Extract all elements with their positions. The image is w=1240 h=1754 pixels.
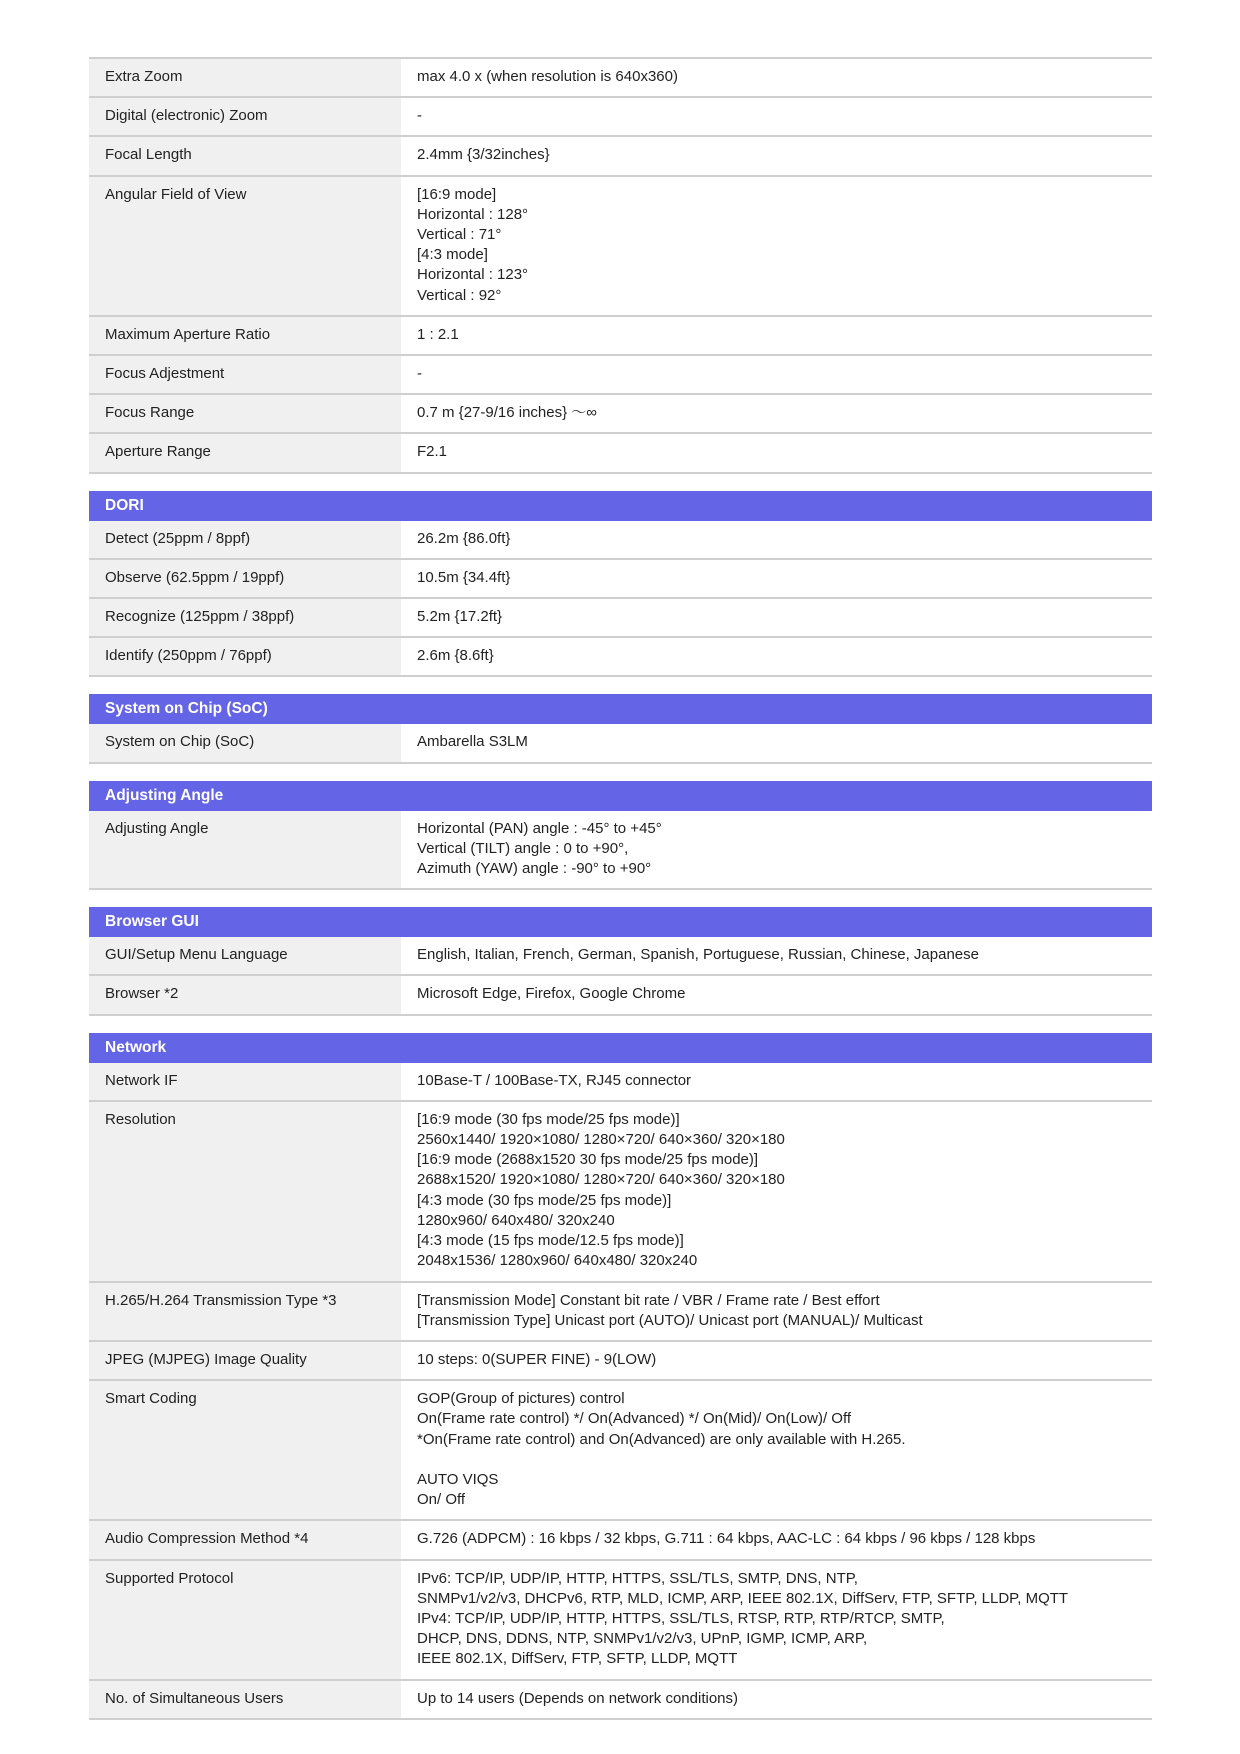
spec-row	[89, 434, 1152, 473]
spec-row	[89, 599, 1152, 638]
spec-label: Focus Adjestment	[89, 356, 401, 393]
spec-label: Adjusting Angle	[89, 811, 401, 889]
section-adjusting-angle	[89, 781, 1152, 891]
spec-value: 2.4mm {3/32inches}	[417, 146, 550, 164]
spec-label: System on Chip (SoC)	[89, 724, 401, 761]
spec-label: Resolution	[89, 1102, 401, 1281]
spec-label: Observe (62.5ppm / 19ppf)	[89, 560, 401, 597]
spec-value: 1 : 2.1	[417, 325, 459, 343]
spec-label: JPEG (MJPEG) Image Quality	[89, 1342, 401, 1379]
section-dori	[89, 491, 1152, 678]
spec-value: 10 steps: 0(SUPER FINE) - 9(LOW)	[417, 1350, 657, 1368]
spec-value: 0.7 m {27-9/16 inches} 〜∞	[417, 404, 597, 422]
section-soc	[89, 694, 1152, 763]
section-header: DORI	[89, 491, 1152, 521]
spec-value: [Transmission Mode] Constant bit rate / VBR / Frame rate / Best effort [Transmission Type] Unicast port (AUTO)/ Unicast port (MANUAL)/ Multicast	[417, 1291, 923, 1329]
spec-value: -	[417, 365, 422, 383]
spec-label: Detect (25ppm / 8ppf)	[89, 521, 401, 558]
spec-value: Up to 14 users (Depends on network conditions)	[417, 1689, 739, 1707]
spec-value: 2.6m {8.6ft}	[417, 647, 494, 665]
spec-value: 26.2m {86.0ft}	[417, 529, 511, 547]
spec-label: Angular Field of View	[89, 177, 401, 315]
spec-value: [16:9 mode (30 fps mode/25 fps mode)] 2560x1440/ 1920×1080/ 1280×720/ 640×360/ 320×180 [16:9 mode (2688x1520 30 fps mode/25 fps mode)] 2688x1520/ 1920×1080/ 1280×720/ 640×360/ 320×180 [4:3 mode (30 fps mode/25 fps mode)] 1280x960/ 640x480/ 320x240 [4:3 mode (15 fps mode/12.5 fps mode)] 2048x1536/ 1280x960/ 640x480/ 320x240	[417, 1110, 785, 1270]
spec-row	[89, 356, 1152, 395]
spec-row	[89, 1381, 1152, 1521]
spec-row	[89, 811, 1152, 891]
spec-row	[89, 521, 1152, 560]
spec-row	[89, 1102, 1152, 1283]
spec-label: Recognize (125ppm / 38ppf)	[89, 599, 401, 636]
spec-value: G.726 (ADPCM) : 16 kbps / 32 kbps, G.711 : 64 kbps, AAC-LC : 64 kbps / 96 kbps / 128 kbps	[417, 1530, 1036, 1548]
spec-row	[89, 98, 1152, 137]
spec-row	[89, 638, 1152, 677]
spec-row	[89, 724, 1152, 763]
spec-row	[89, 976, 1152, 1015]
spec-row	[89, 1521, 1152, 1560]
spec-value: -	[417, 107, 422, 125]
spec-row	[89, 560, 1152, 599]
spec-value: Microsoft Edge, Firefox, Google Chrome	[417, 985, 686, 1003]
spec-table-lens	[89, 57, 1152, 474]
spec-value: [16:9 mode] Horizontal : 128° Vertical : 71° [4:3 mode] Horizontal : 123° Vertical : 92°	[417, 185, 529, 304]
spec-label: Aperture Range	[89, 434, 401, 471]
spec-row	[89, 59, 1152, 98]
spec-row	[89, 395, 1152, 434]
spec-row	[89, 1342, 1152, 1381]
spec-label: No. of Simultaneous Users	[89, 1681, 401, 1718]
spec-row	[89, 137, 1152, 176]
spec-label: Audio Compression Method *4	[89, 1521, 401, 1558]
spec-label: Network IF	[89, 1063, 401, 1100]
spec-label: H.265/H.264 Transmission Type *3	[89, 1283, 401, 1340]
section-header: Adjusting Angle	[89, 781, 1152, 811]
spec-row	[89, 1681, 1152, 1720]
spec-label: Browser *2	[89, 976, 401, 1013]
spec-label: Identify (250ppm / 76ppf)	[89, 638, 401, 675]
spec-value: 10Base-T / 100Base-TX, RJ45 connector	[417, 1071, 692, 1089]
spec-value: 10.5m {34.4ft}	[417, 568, 511, 586]
section-header: Network	[89, 1033, 1152, 1063]
spec-row	[89, 317, 1152, 356]
section-network	[89, 1033, 1152, 1720]
spec-label: Extra Zoom	[89, 59, 401, 96]
section-header: System on Chip (SoC)	[89, 694, 1152, 724]
section-browser-gui	[89, 907, 1152, 1015]
spec-label: Focus Range	[89, 395, 401, 432]
spec-sheet	[89, 57, 1152, 1720]
spec-label: Digital (electronic) Zoom	[89, 98, 401, 135]
spec-row	[89, 937, 1152, 976]
spec-value: IPv6: TCP/IP, UDP/IP, HTTP, HTTPS, SSL/TLS, SMTP, DNS, NTP, SNMPv1/v2/v3, DHCPv6, RTP, MLD, ICMP, ARP, IEEE 802.1X, DiffServ, FTP, SFTP, LLDP, MQTT IPv4: TCP/IP, UDP/IP, HTTP, HTTPS, SSL/TLS, RTSP, RTP, RTP/RTCP, SMTP, DHCP, DNS, DDNS, NTP, SNMPv1/v2/v3, UPnP, IGMP, ICMP, ARP, IEEE 802.1X, DiffServ, FTP, SFTP, LLDP, MQTT	[417, 1569, 1069, 1668]
spec-value: Ambarella S3LM	[417, 733, 528, 751]
spec-row	[89, 1283, 1152, 1342]
spec-value: GOP(Group of pictures) control On(Frame rate control) */ On(Advanced) */ On(Mid)/ On(Low)/ Off *On(Frame rate control) and On(Advanced) are only available with H.265. AUTO VIQS On/ Off	[417, 1390, 906, 1509]
spec-label: Focal Length	[89, 137, 401, 174]
spec-value: max 4.0 x (when resolution is 640x360)	[417, 68, 678, 85]
spec-row	[89, 1561, 1152, 1681]
spec-value: Horizontal (PAN) angle : -45° to +45° Vertical (TILT) angle : 0 to +90°, Azimuth (YAW) angle : -90° to +90°	[417, 819, 662, 878]
section-header: Browser GUI	[89, 907, 1152, 937]
spec-label: Smart Coding	[89, 1381, 401, 1519]
spec-value: 5.2m {17.2ft}	[417, 608, 503, 626]
spec-value: English, Italian, French, German, Spanish, Portuguese, Russian, Chinese, Japanese	[417, 946, 979, 964]
spec-label: Supported Protocol	[89, 1561, 401, 1679]
spec-label: Maximum Aperture Ratio	[89, 317, 401, 354]
spec-label: GUI/Setup Menu Language	[89, 937, 401, 974]
spec-value: F2.1	[417, 443, 448, 461]
spec-row	[89, 177, 1152, 317]
spec-row	[89, 1063, 1152, 1102]
